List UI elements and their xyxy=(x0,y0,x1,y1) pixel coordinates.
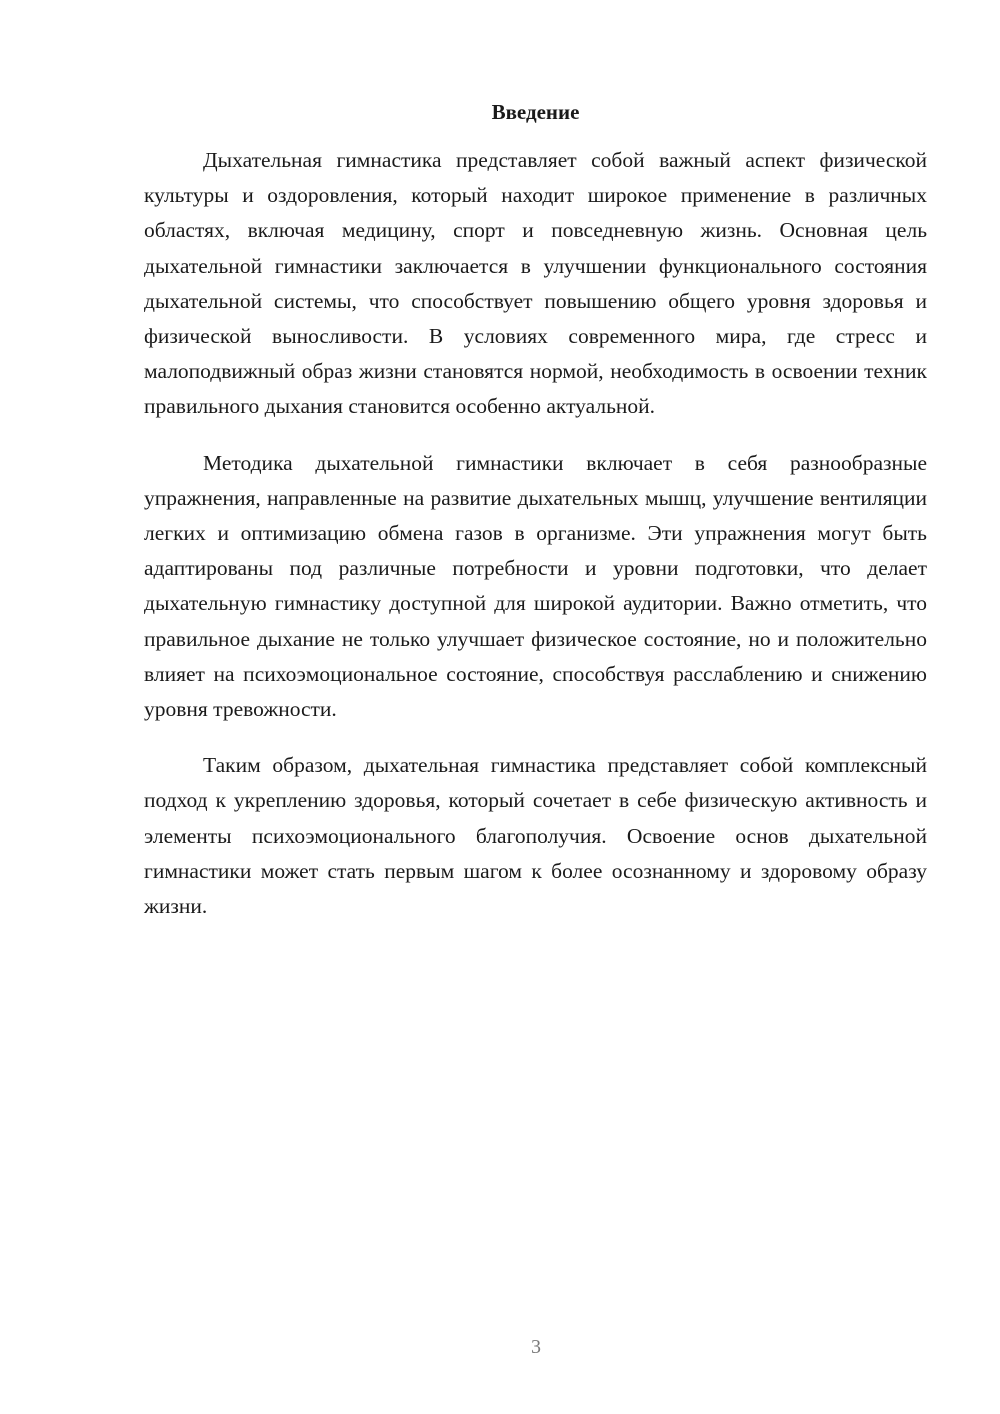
paragraph-2: Методика дыхательной гимнастики включает в себя разнообразные упражнения, направленные на развитие дыхательных мышц, улучшение вентиляции легких и оптимизацию обмена газов в организме. Эти упражнения могут быть адаптированы под различные потребности и уровни подготовки, что делает дыхательную гимнастику доступной для широкой аудитории. Важно отметить, что правильное дыхание не только улучшает физическое состояние, но и положительно влияет на психоэмоциональное состояние, способствуя расслаблению и снижению уровня тревожности. xyxy=(144,450,927,722)
page-number: 3 xyxy=(531,1336,541,1358)
body-text xyxy=(144,143,927,945)
paragraph-3: Таким образом, дыхательная гимнастика представляет собой комплексный подход к укреплению здоровья, который сочетает в себе физическую активность и элементы психоэмоционального благополучия. Освоение основ дыхательной гимнастики может стать первым шагом к более осознанному и здоровому образу жизни. xyxy=(144,753,927,919)
section-heading: Введение xyxy=(491,100,580,124)
paragraph-1: Дыхательная гимнастика представляет собой важный аспект физической культуры и оздоровления, который находит широкое применение в различных областях, включая медицину, спорт и повседневную жизнь. Основная цель дыхательной гимнастики заключается в улучшении функционального состояния дыхательной системы, что способствует повышению общего уровня здоровья и физической выносливости. В условиях современного мира, где стресс и малоподвижный образ жизни становятся нормой, необходимость в освоении техник правильного дыхания становится особенно актуальной. xyxy=(144,148,927,419)
